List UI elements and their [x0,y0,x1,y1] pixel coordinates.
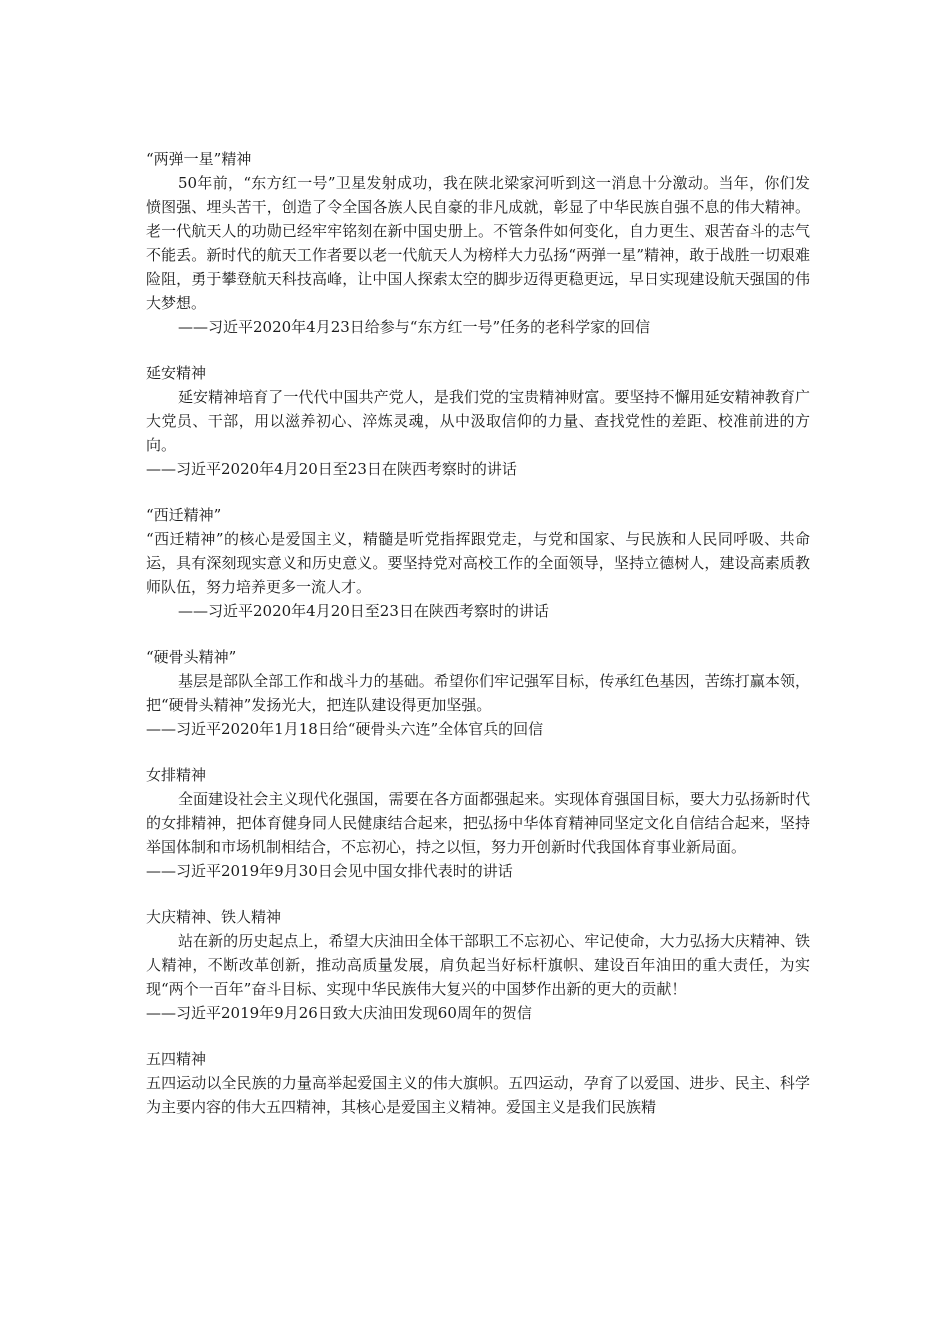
section-body: 50年前，“东方红一号”卫星发射成功，我在陕北梁家河听到这一消息十分激动。当年，你们发愤图强、埋头苦干，创造了令全国各族人民自豪的非凡成就，彰显了中华民族自强不息的伟大精神。老一代航天人的功勋已经牢牢铭刻在新中国史册上。不管条件如何变化，自力更生、艰苦奋斗的志气不能丢。新时代的航天工作者要以老一代航天人为榜样大力弘扬“两弹一星”精神，敢于战胜一切艰难险阻，勇于攀登航天科技高峰，让中国人探索太空的脚步迈得更稳更远，早日实现建设航天强国的伟大梦想。 [146,174,810,312]
section-source: ——习近平2020年4月20日至23日在陕西考察时的讲话 [178,602,549,620]
section-body: 站在新的历史起点上，希望大庆油田全体干部职工不忘初心、牢记使命，大力弘扬大庆精神、铁人精神，不断改革创新，推动高质量发展，肩负起当好标杆旗帜、建设百年油田的重大责任，为实现“两个一百年”奋斗目标、实现中华民族伟大复兴的中国梦作出新的更大的贡献！ [146,932,810,998]
section-title: 大庆精神、铁人精神 [146,908,282,926]
section-title: “硬骨头精神” [146,648,237,666]
document-content [146,147,810,1119]
section-body: 五四运动以全民族的力量高举起爱国主义的伟大旗帜。五四运动，孕育了以爱国、进步、民主、科学为主要内容的伟大五四精神，其核心是爱国主义精神。爱国主义是我们民族精 [146,1074,810,1116]
section-title: 五四精神 [146,1050,207,1068]
section-spacer [146,883,810,905]
section-source: ——习近平2020年1月18日给“硬骨头六连”全体官兵的回信 [146,720,544,738]
section-spacer [146,1025,810,1047]
section-source: ——习近平2019年9月30日会见中国女排代表时的讲话 [146,862,513,880]
section-body: “西迁精神”的核心是爱国主义，精髓是听党指挥跟党走，与党和国家、与民族和人民同呼吸、共命运，具有深刻现实意义和历史意义。要坚持党对高校工作的全面领导，坚持立德树人，建设高素质教师队伍，努力培养更多一流人才。 [146,530,810,596]
section-body: 延安精神培育了一代代中国共产党人，是我们党的宝贵精神财富。要坚持不懈用延安精神教育广大党员、干部，用以滋养初心、淬炼灵魂，从中汲取信仰的力量、查找党性的差距、校准前进的方向。 [146,388,810,454]
section-spacer [146,339,810,361]
section-source: ——习近平2020年4月23日给参与“东方红一号”任务的老科学家的回信 [178,318,651,336]
section-wusi [146,1047,810,1119]
section-spacer [146,481,810,503]
section-body: 全面建设社会主义现代化强国，需要在各方面都强起来。实现体育强国目标，要大力弘扬新时代的女排精神，把体育健身同人民健康结合起来，把弘扬中华体育精神同坚定文化自信结合起来，坚持举国体制和市场机制相结合，不忘初心，持之以恒，努力开创新时代我国体育事业新局面。 [146,790,810,856]
section-title: “两弹一星”精神 [146,150,252,168]
section-body: 基层是部队全部工作和战斗力的基础。希望你们牢记强军目标，传承红色基因，苦练打赢本领，把“硬骨头精神”发扬光大，把连队建设得更加坚强。 [146,672,810,714]
section-yinggutou [146,645,810,741]
section-source: ——习近平2020年4月20日至23日在陕西考察时的讲话 [146,460,517,478]
section-liangdan-yixing [146,147,810,339]
section-nvpai [146,763,810,883]
section-yanan [146,361,810,481]
section-title: “西迁精神” [146,506,222,524]
section-source: ——习近平2019年9月26日致大庆油田发现60周年的贺信 [146,1004,532,1022]
section-title: 延安精神 [146,364,207,382]
section-daqing-tieren [146,905,810,1025]
section-title: 女排精神 [146,766,207,784]
section-spacer [146,623,810,645]
section-xiqian [146,503,810,623]
section-spacer [146,741,810,763]
